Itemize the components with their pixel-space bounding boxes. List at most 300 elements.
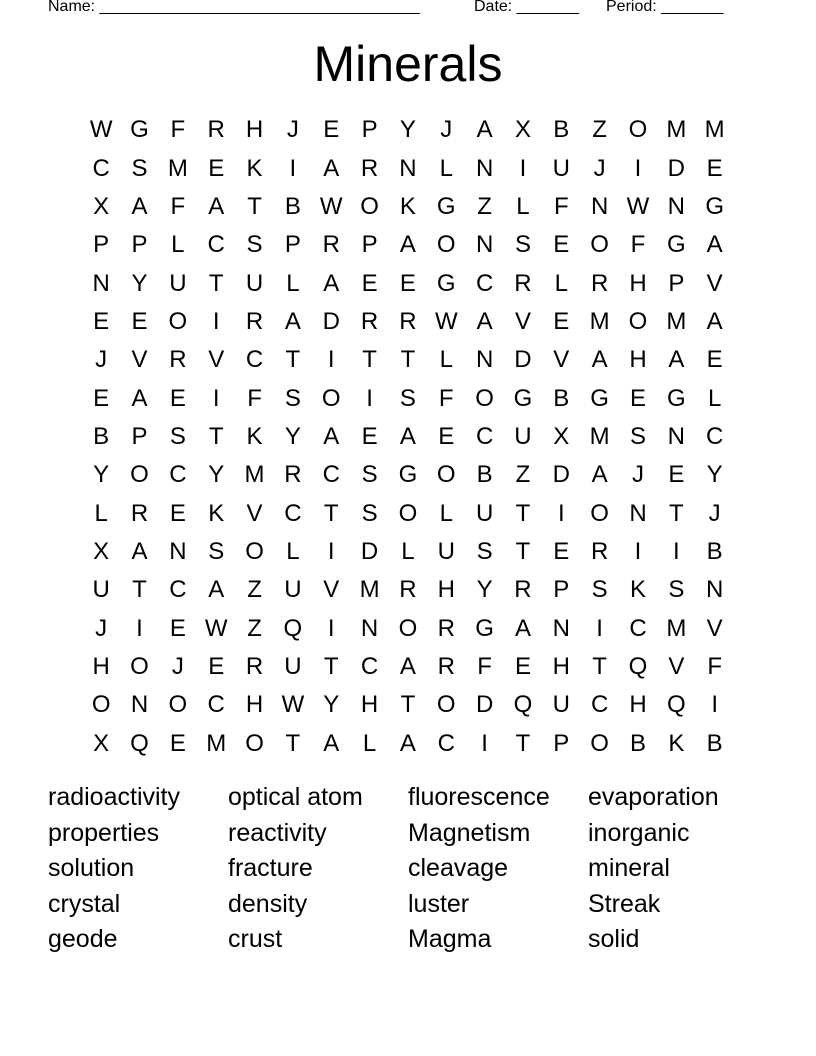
grid-cell[interactable]: U (284, 652, 302, 680)
grid-cell[interactable]: H (245, 116, 264, 144)
grid-cell[interactable]: E (361, 422, 378, 450)
grid-cell[interactable]: R (590, 537, 609, 565)
grid-cell[interactable]: E (169, 499, 186, 527)
grid-cell[interactable]: S (476, 537, 493, 565)
grid-cell[interactable]: R (514, 269, 532, 297)
grid-cell[interactable]: J (708, 499, 721, 527)
grid-cell[interactable]: W (626, 192, 650, 220)
grid-cell[interactable]: L (286, 537, 300, 565)
grid-cell[interactable]: X (93, 729, 110, 757)
grid-cell[interactable]: V (706, 614, 723, 642)
grid-cell[interactable]: O (398, 614, 418, 642)
grid-cell[interactable]: Y (323, 691, 340, 719)
grid-cell[interactable]: M (666, 307, 687, 335)
grid-cell[interactable]: R (437, 652, 455, 680)
grid-cell[interactable]: R (399, 576, 417, 604)
period-field[interactable]: Period: _______ (606, 0, 724, 15)
grid-cell[interactable]: U (245, 269, 264, 297)
grid-cell[interactable]: X (93, 192, 110, 220)
grid-cell[interactable]: A (323, 729, 340, 757)
grid-cell[interactable]: F (477, 652, 492, 680)
grid-cell[interactable]: P (553, 576, 570, 604)
grid-cell[interactable]: D (475, 691, 494, 719)
grid-cell[interactable]: V (208, 346, 225, 374)
grid-cell[interactable]: R (437, 614, 455, 642)
grid-cell[interactable]: A (476, 116, 493, 144)
grid-cell[interactable]: M (589, 307, 610, 335)
grid-cell[interactable]: F (438, 384, 454, 412)
grid-cell[interactable]: I (327, 537, 335, 565)
grid-cell[interactable]: O (590, 231, 609, 259)
grid-cell[interactable]: Y (706, 461, 723, 489)
grid-cell[interactable]: R (514, 576, 532, 604)
grid-cell[interactable]: E (323, 116, 340, 144)
grid-cell[interactable]: Y (284, 422, 301, 450)
grid-cell[interactable]: I (327, 346, 335, 374)
grid-cell[interactable]: U (284, 576, 302, 604)
grid-cell[interactable]: H (92, 652, 110, 680)
grid-cell[interactable]: H (245, 691, 264, 719)
grid-cell[interactable]: A (399, 729, 416, 757)
grid-cell[interactable]: O (360, 192, 379, 220)
grid-cell[interactable]: T (400, 346, 416, 374)
grid-cell[interactable]: Q (283, 614, 303, 642)
grid-cell[interactable]: W (204, 614, 228, 642)
grid-cell[interactable]: O (436, 461, 456, 489)
grid-cell[interactable]: O (628, 116, 648, 144)
grid-cell[interactable]: D (667, 154, 685, 182)
grid-cell[interactable]: H (629, 269, 647, 297)
grid-cell[interactable]: Y (476, 576, 493, 604)
grid-cell[interactable]: R (284, 461, 302, 489)
grid-cell[interactable]: A (323, 269, 340, 297)
grid-cell[interactable]: G (666, 231, 686, 259)
grid-cell[interactable]: E (169, 384, 186, 412)
grid-cell[interactable]: U (552, 154, 570, 182)
grid-cell[interactable]: S (668, 576, 685, 604)
grid-cell[interactable]: S (591, 576, 608, 604)
grid-cell[interactable]: A (399, 422, 416, 450)
grid-cell[interactable]: I (711, 691, 718, 719)
date-field[interactable]: Date: _______ (474, 0, 579, 15)
grid-cell[interactable]: F (553, 192, 569, 220)
grid-cell[interactable]: T (208, 269, 224, 297)
grid-cell[interactable]: W (89, 116, 113, 144)
grid-cell[interactable]: I (557, 499, 565, 527)
word-list-item: cleavage (408, 854, 509, 883)
grid-cell[interactable]: V (323, 576, 340, 604)
grid-cell[interactable]: E (706, 154, 723, 182)
grid-cell[interactable]: X (553, 422, 570, 450)
grid-cell[interactable]: Y (93, 461, 110, 489)
grid-cell[interactable]: K (208, 499, 225, 527)
grid-cell[interactable]: N (706, 576, 724, 604)
grid-cell[interactable]: O (245, 537, 264, 565)
grid-cell[interactable]: G (398, 461, 418, 489)
word-list-item: geode (48, 925, 118, 954)
grid-cell[interactable]: C (360, 652, 379, 680)
grid-cell[interactable]: I (634, 154, 642, 182)
grid-cell[interactable]: F (630, 231, 646, 259)
grid-cell[interactable]: D (322, 307, 340, 335)
grid-cell[interactable]: F (707, 652, 722, 680)
grid-cell[interactable]: I (327, 614, 335, 642)
grid-cell[interactable]: R (322, 231, 340, 259)
grid-cell[interactable]: G (130, 116, 149, 144)
grid-cell[interactable]: T (247, 192, 262, 220)
grid-cell[interactable]: E (208, 652, 225, 680)
grid-cell[interactable]: J (631, 461, 644, 489)
grid-cell[interactable]: B (553, 116, 570, 144)
grid-cell[interactable]: S (629, 422, 646, 450)
grid-cell[interactable]: X (514, 116, 531, 144)
grid-cell[interactable]: M (589, 422, 610, 450)
grid-cell[interactable]: H (437, 576, 455, 604)
grid-cell[interactable]: I (212, 307, 220, 335)
grid-cell[interactable]: E (208, 154, 225, 182)
grid-cell[interactable]: Q (130, 729, 149, 757)
grid-cell[interactable]: C (590, 691, 609, 719)
grid-cell[interactable]: A (591, 346, 608, 374)
grid-cell[interactable]: M (704, 116, 725, 144)
grid-cell[interactable]: E (93, 384, 110, 412)
grid-cell[interactable]: J (171, 652, 184, 680)
grid-cell[interactable]: G (705, 192, 724, 220)
grid-cell[interactable]: N (629, 499, 647, 527)
grid-cell[interactable]: Z (592, 116, 607, 144)
grid-cell[interactable]: J (286, 116, 299, 144)
grid-cell[interactable]: T (592, 652, 607, 680)
grid-cell[interactable]: S (169, 422, 186, 450)
grid-cell[interactable]: O (91, 691, 111, 719)
grid-cell[interactable]: E (553, 537, 570, 565)
grid-cell[interactable]: T (285, 346, 301, 374)
grid-cell[interactable]: O (130, 652, 149, 680)
grid-cell[interactable]: W (319, 192, 343, 220)
grid-cell[interactable]: P (131, 231, 148, 259)
grid-cell[interactable]: F (170, 192, 186, 220)
grid-cell[interactable]: C (475, 422, 494, 450)
grid-cell[interactable]: L (362, 729, 377, 757)
grid-cell[interactable]: D (552, 461, 570, 489)
grid-cell[interactable]: P (93, 231, 110, 259)
word-list-item: evaporation (588, 783, 719, 811)
grid-cell[interactable]: E (438, 422, 455, 450)
grid-cell[interactable]: K (399, 192, 416, 220)
grid-cell[interactable]: P (361, 231, 378, 259)
grid-cell[interactable]: O (245, 729, 264, 757)
grid-cell[interactable]: A (131, 537, 148, 565)
grid-cell[interactable]: I (519, 154, 527, 182)
grid-cell[interactable]: S (208, 537, 225, 565)
grid-cell[interactable]: S (246, 231, 263, 259)
grid-cell[interactable]: U (92, 576, 110, 604)
grid-cell[interactable]: I (634, 537, 642, 565)
grid-cell[interactable]: E (629, 384, 646, 412)
grid-cell[interactable]: N (475, 231, 494, 259)
grid-cell[interactable]: P (553, 729, 570, 757)
grid-cell[interactable]: R (207, 116, 225, 144)
grid-cell[interactable]: N (667, 192, 685, 220)
grid-cell[interactable]: Z (515, 461, 531, 489)
grid-cell[interactable]: C (629, 614, 647, 642)
grid-cell[interactable]: R (245, 652, 264, 680)
grid-cell[interactable]: I (212, 384, 220, 412)
grid-cell[interactable]: O (321, 384, 341, 412)
word-list-item: crystal (48, 889, 121, 918)
grid-cell[interactable]: M (359, 576, 380, 604)
grid-cell[interactable]: N (399, 154, 417, 182)
grid-cell[interactable]: N (475, 346, 494, 374)
word-list-item: optical atom (228, 783, 363, 811)
grid-cell[interactable]: A (323, 154, 340, 182)
grid-cell[interactable]: B (93, 422, 110, 450)
grid-cell[interactable]: T (323, 652, 339, 680)
grid-cell[interactable]: T (668, 499, 684, 527)
grid-cell[interactable]: A (706, 307, 723, 335)
grid-cell[interactable]: B (553, 384, 570, 412)
grid-cell[interactable]: F (247, 384, 262, 412)
grid-cell[interactable]: T (208, 422, 224, 450)
grid-cell[interactable]: C (245, 346, 264, 374)
grid-cell[interactable]: E (706, 346, 723, 374)
grid-cell[interactable]: Q (513, 691, 533, 719)
grid-cell[interactable]: O (590, 729, 609, 757)
grid-cell[interactable]: L (554, 269, 568, 297)
grid-cell[interactable]: O (436, 231, 456, 259)
grid-cell[interactable]: S (284, 384, 301, 412)
grid-cell[interactable]: G (475, 614, 494, 642)
grid-cell[interactable]: L (707, 384, 722, 412)
grid-cell[interactable]: E (361, 269, 378, 297)
grid-cell[interactable]: S (361, 499, 378, 527)
grid-cell[interactable]: Y (399, 116, 416, 144)
grid-cell[interactable]: V (246, 499, 263, 527)
grid-cell[interactable]: I (289, 154, 297, 182)
grid-cell[interactable]: L (439, 346, 453, 374)
grid-cell[interactable]: O (168, 691, 188, 719)
grid-cell[interactable]: H (552, 652, 570, 680)
grid-cell[interactable]: E (399, 269, 416, 297)
grid-cell[interactable]: O (398, 499, 418, 527)
grid-cell[interactable]: Q (666, 691, 686, 719)
grid-cell[interactable]: C (437, 729, 455, 757)
grid-cell[interactable]: M (206, 729, 227, 757)
grid-cell[interactable]: O (168, 307, 188, 335)
grid-cell[interactable]: A (399, 652, 416, 680)
grid-cell[interactable]: G (513, 384, 533, 412)
grid-cell[interactable]: A (131, 192, 148, 220)
grid-cell[interactable]: D (514, 346, 532, 374)
grid-cell[interactable]: A (706, 231, 723, 259)
grid-cell[interactable]: O (590, 499, 609, 527)
grid-cell[interactable]: G (436, 269, 456, 297)
grid-cell[interactable]: S (361, 461, 378, 489)
grid-cell[interactable]: I (366, 384, 373, 412)
grid-cell[interactable]: W (434, 307, 458, 335)
grid-cell[interactable]: N (360, 614, 379, 642)
grid-cell[interactable]: E (169, 729, 186, 757)
grid-cell[interactable]: N (590, 192, 609, 220)
grid-cell[interactable]: P (284, 231, 301, 259)
grid-cell[interactable]: L (171, 231, 185, 259)
grid-cell[interactable]: A (591, 461, 608, 489)
grid-cell[interactable]: A (208, 576, 225, 604)
grid-cell[interactable]: C (284, 499, 302, 527)
grid-cell[interactable]: P (361, 116, 378, 144)
grid-cell[interactable]: F (170, 116, 186, 144)
grid-cell[interactable]: T (515, 499, 531, 527)
grid-cell[interactable]: N (667, 422, 685, 450)
grid-cell[interactable]: A (323, 422, 340, 450)
grid-cell[interactable]: R (590, 269, 609, 297)
grid-cell[interactable]: Y (208, 461, 225, 489)
grid-cell[interactable]: S (399, 384, 416, 412)
grid-cell[interactable]: R (360, 154, 379, 182)
grid-cell[interactable]: R (399, 307, 417, 335)
grid-cell[interactable]: H (360, 691, 379, 719)
grid-cell[interactable]: G (590, 384, 609, 412)
grid-cell[interactable]: E (93, 307, 110, 335)
grid-cell[interactable]: E (169, 614, 186, 642)
grid-cell[interactable]: B (284, 192, 301, 220)
grid-cell[interactable]: J (593, 154, 606, 182)
grid-cell[interactable]: J (95, 346, 108, 374)
grid-cell[interactable]: L (401, 537, 415, 565)
grid-cell[interactable]: O (436, 691, 456, 719)
grid-cell[interactable]: M (167, 154, 188, 182)
grid-cell[interactable]: K (629, 576, 646, 604)
grid-cell[interactable]: A (514, 614, 531, 642)
word-list-item: Streak (588, 889, 661, 918)
grid-cell[interactable]: J (95, 614, 108, 642)
grid-cell[interactable]: R (169, 346, 187, 374)
grid-cell[interactable]: K (246, 422, 263, 450)
grid-cell[interactable]: C (207, 691, 225, 719)
grid-cell[interactable]: B (706, 537, 723, 565)
grid-cell[interactable]: U (437, 537, 455, 565)
grid-cell[interactable]: C (169, 576, 187, 604)
grid-cell[interactable]: I (481, 729, 488, 757)
grid-cell[interactable]: P (131, 422, 148, 450)
grid-cell[interactable]: Y (131, 269, 148, 297)
grid-cell[interactable]: Z (247, 614, 262, 642)
grid-cell[interactable]: D (360, 537, 379, 565)
grid-cell[interactable]: C (207, 231, 225, 259)
grid-cell[interactable]: M (666, 614, 687, 642)
grid-cell[interactable]: I (136, 614, 143, 642)
grid-cell[interactable]: P (668, 269, 685, 297)
grid-cell[interactable]: L (516, 192, 530, 220)
grid-cell[interactable]: E (131, 307, 148, 335)
grid-cell[interactable]: T (515, 537, 531, 565)
grid-cell[interactable]: L (94, 499, 108, 527)
grid-cell[interactable]: V (706, 269, 723, 297)
grid-cell[interactable]: T (400, 691, 416, 719)
grid-cell[interactable]: O (628, 307, 648, 335)
grid-cell[interactable]: L (439, 154, 453, 182)
grid-cell[interactable]: A (399, 231, 416, 259)
grid-cell[interactable]: A (131, 384, 148, 412)
grid-cell[interactable]: E (514, 652, 531, 680)
grid-cell[interactable]: N (130, 691, 149, 719)
grid-cell[interactable]: V (668, 652, 685, 680)
grid-cell[interactable]: O (130, 461, 149, 489)
grid-cell[interactable]: T (362, 346, 377, 374)
grid-cell[interactable]: N (92, 269, 110, 297)
grid-cell[interactable]: R (130, 499, 149, 527)
grid-cell[interactable]: A (208, 192, 225, 220)
grid-cell[interactable]: C (706, 422, 724, 450)
grid-cell[interactable]: K (246, 154, 263, 182)
grid-cell[interactable]: U (169, 269, 187, 297)
grid-cell[interactable]: B (476, 461, 493, 489)
grid-cell[interactable]: R (360, 307, 379, 335)
grid-cell[interactable]: S (514, 231, 531, 259)
grid-cell[interactable]: V (131, 346, 148, 374)
word-list-item: Magnetism (408, 818, 531, 847)
grid-cell[interactable]: Z (477, 192, 492, 220)
grid-cell[interactable]: E (553, 307, 570, 335)
grid-cell[interactable]: W (281, 691, 305, 719)
grid-cell[interactable]: N (475, 154, 494, 182)
grid-cell[interactable]: M (244, 461, 265, 489)
grid-cell[interactable]: A (668, 346, 685, 374)
grid-cell[interactable]: M (666, 116, 687, 144)
grid-cell[interactable]: B (629, 729, 646, 757)
grid-cell[interactable]: G (436, 192, 456, 220)
grid-cell[interactable]: C (322, 461, 340, 489)
grid-cell[interactable]: L (286, 269, 300, 297)
grid-cell[interactable]: T (132, 576, 147, 604)
grid-cell[interactable]: H (629, 691, 647, 719)
grid-cell[interactable]: A (284, 307, 301, 335)
grid-cell[interactable]: O (475, 384, 494, 412)
grid-cell[interactable]: N (552, 614, 570, 642)
grid-cell[interactable]: U (552, 691, 570, 719)
grid-cell[interactable]: L (439, 499, 453, 527)
grid-cell[interactable]: U (514, 422, 532, 450)
grid-cell[interactable]: V (553, 346, 570, 374)
name-field[interactable]: Name: ____________________________________ (48, 0, 420, 15)
grid-cell[interactable]: N (169, 537, 187, 565)
grid-cell[interactable]: T (285, 729, 301, 757)
grid-cell[interactable]: V (514, 307, 531, 335)
grid-cell[interactable]: B (706, 729, 723, 757)
grid-cell[interactable]: U (475, 499, 494, 527)
grid-cell[interactable]: E (553, 231, 570, 259)
grid-cell[interactable]: A (476, 307, 493, 335)
grid-cell[interactable]: H (629, 346, 647, 374)
grid-cell[interactable]: E (668, 461, 685, 489)
grid-cell[interactable]: S (131, 154, 148, 182)
grid-cell[interactable]: I (596, 614, 603, 642)
grid-cell[interactable]: K (668, 729, 685, 757)
grid-cell[interactable]: C (475, 269, 494, 297)
grid-cell[interactable]: C (92, 154, 110, 182)
grid-cell[interactable]: C (169, 461, 187, 489)
grid-cell[interactable]: Q (628, 652, 648, 680)
grid-cell[interactable]: I (672, 537, 680, 565)
grid-cell[interactable]: T (323, 499, 339, 527)
grid-cell[interactable]: G (666, 384, 686, 412)
word-list-item: reactivity (228, 818, 327, 847)
grid-cell[interactable]: Z (247, 576, 262, 604)
grid-cell[interactable]: J (440, 116, 453, 144)
grid-cell[interactable]: X (93, 537, 110, 565)
grid-cell[interactable]: T (515, 729, 531, 757)
grid-cell[interactable]: R (245, 307, 264, 335)
